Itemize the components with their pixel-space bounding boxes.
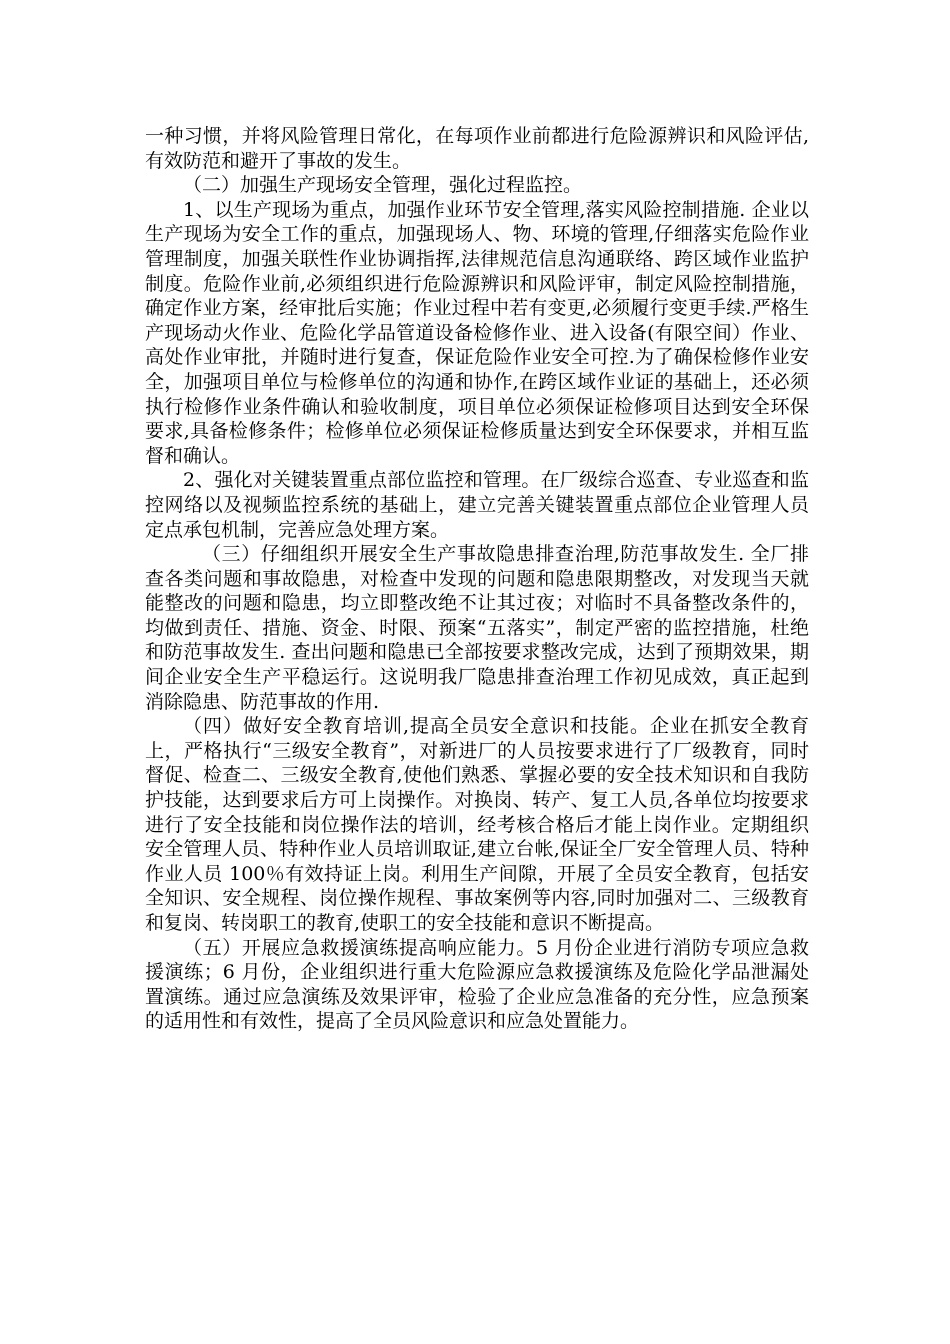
paragraph-section-2-item-2: 2、强化对关键装置重点部位监控和管理。在厂级综合巡查、专业巡查和监控网络以及视频监控系统的基础上，建立完善关键装置重点部位企业管理人员定点承包机制，完善应急处理方案。 — [145, 469, 809, 541]
paragraph-continuation: 一种习惯，并将风险管理日常化，在每项作业前都进行危险源辨识和风险评估,有效防范和避开了事故的发生。 — [145, 125, 809, 172]
paragraph-section-5: （五）开展应急救援演练提高响应能力。5 月份企业进行消防专项应急救援演练；6 月份，企业组织进行重大危险源应急救援演练及危险化学品泄漏处置演练。通过应急演练及效果评审，检验了企业应急准备的充分性，应急预案的适用性和有效性，提高了全员风险意识和应急处置能力。 — [145, 936, 809, 1033]
paragraph-section-2-item-1: 1、以生产现场为重点，加强作业环节安全管理,落实风险控制措施. 企业以生产现场为安全工作的重点，加强现场人、物、环境的管理,仔细落实危险作业管理制度，加强关联性作业协调指挥,法律规范信息沟通联络、跨区域作业监护制度。危险作业前,必须组织进行危险源辨识和风险评审，制定风险控制措施，确定作业方案，经审批后实施；作业过程中若有变更,必须履行变更手续.严格生产现场动火作业、危险化学品管道设备检修作业、进入设备(有限空间）作业、高处作业审批，并随时进行复查，保证危险作业安全可控.为了确保检修作业安全，加强项目单位与检修单位的沟通和协作,在跨区域作业证的基础上，还必须执行检修作业条件确认和验收制度，项目单位必须保证检修项目达到安全环保要求,具备检修条件；检修单位必须保证检修质量达到安全环保要求，并相互监督和确认。 — [145, 198, 809, 467]
paragraph-section-4: （四）做好安全教育培训,提高全员安全意识和技能。企业在抓安全教育上，严格执行“三级安全教育”，对新进厂的人员按要求进行了厂级教育，同时督促、检查二、三级安全教育,使他们熟悉、掌握必要的安全技术知识和自我防护技能，达到要求后方可上岗操作。对换岗、转产、复工人员,各单位均按要求进行了安全技能和岗位操作法的培训，经考核合格后才能上岗作业。定期组织安全管理人员、特种作业人员培训取证,建立台帐,保证全厂安全管理人员、特种作业人员 100％有效持证上岗。利用生产间隙，开展了全员安全教育，包括安全知识、安全规程、岗位操作规程、事故案例等内容,同时加强对二、三级教育和复岗、转岗职工的教育,使职工的安全技能和意识不断提高。 — [145, 715, 809, 934]
document-body — [145, 124, 809, 1034]
paragraph-section-3: （三）仔细组织开展安全生产事故隐患排查治理,防范事故发生. 全厂排查各类问题和事故隐患，对检查中发现的问题和隐患限期整改，对发现当天就能整改的问题和隐患，均立即整改绝不让其过夜；对临时不具备整改条件的，均做到责任、措施、资金、时限、预案“五落实”，制定严密的监控措施，杜绝和防范事故发生. 查出问题和隐患已全部按要求整改完成，达到了预期效果，期间企业安全生产平稳运行。这说明我厂隐患排查治理工作初见成效，真正起到消除隐患、防范事故的作用. — [145, 543, 809, 713]
paragraph-section-2-heading: （二）加强生产现场安全管理，强化过程监控。 — [183, 174, 583, 197]
